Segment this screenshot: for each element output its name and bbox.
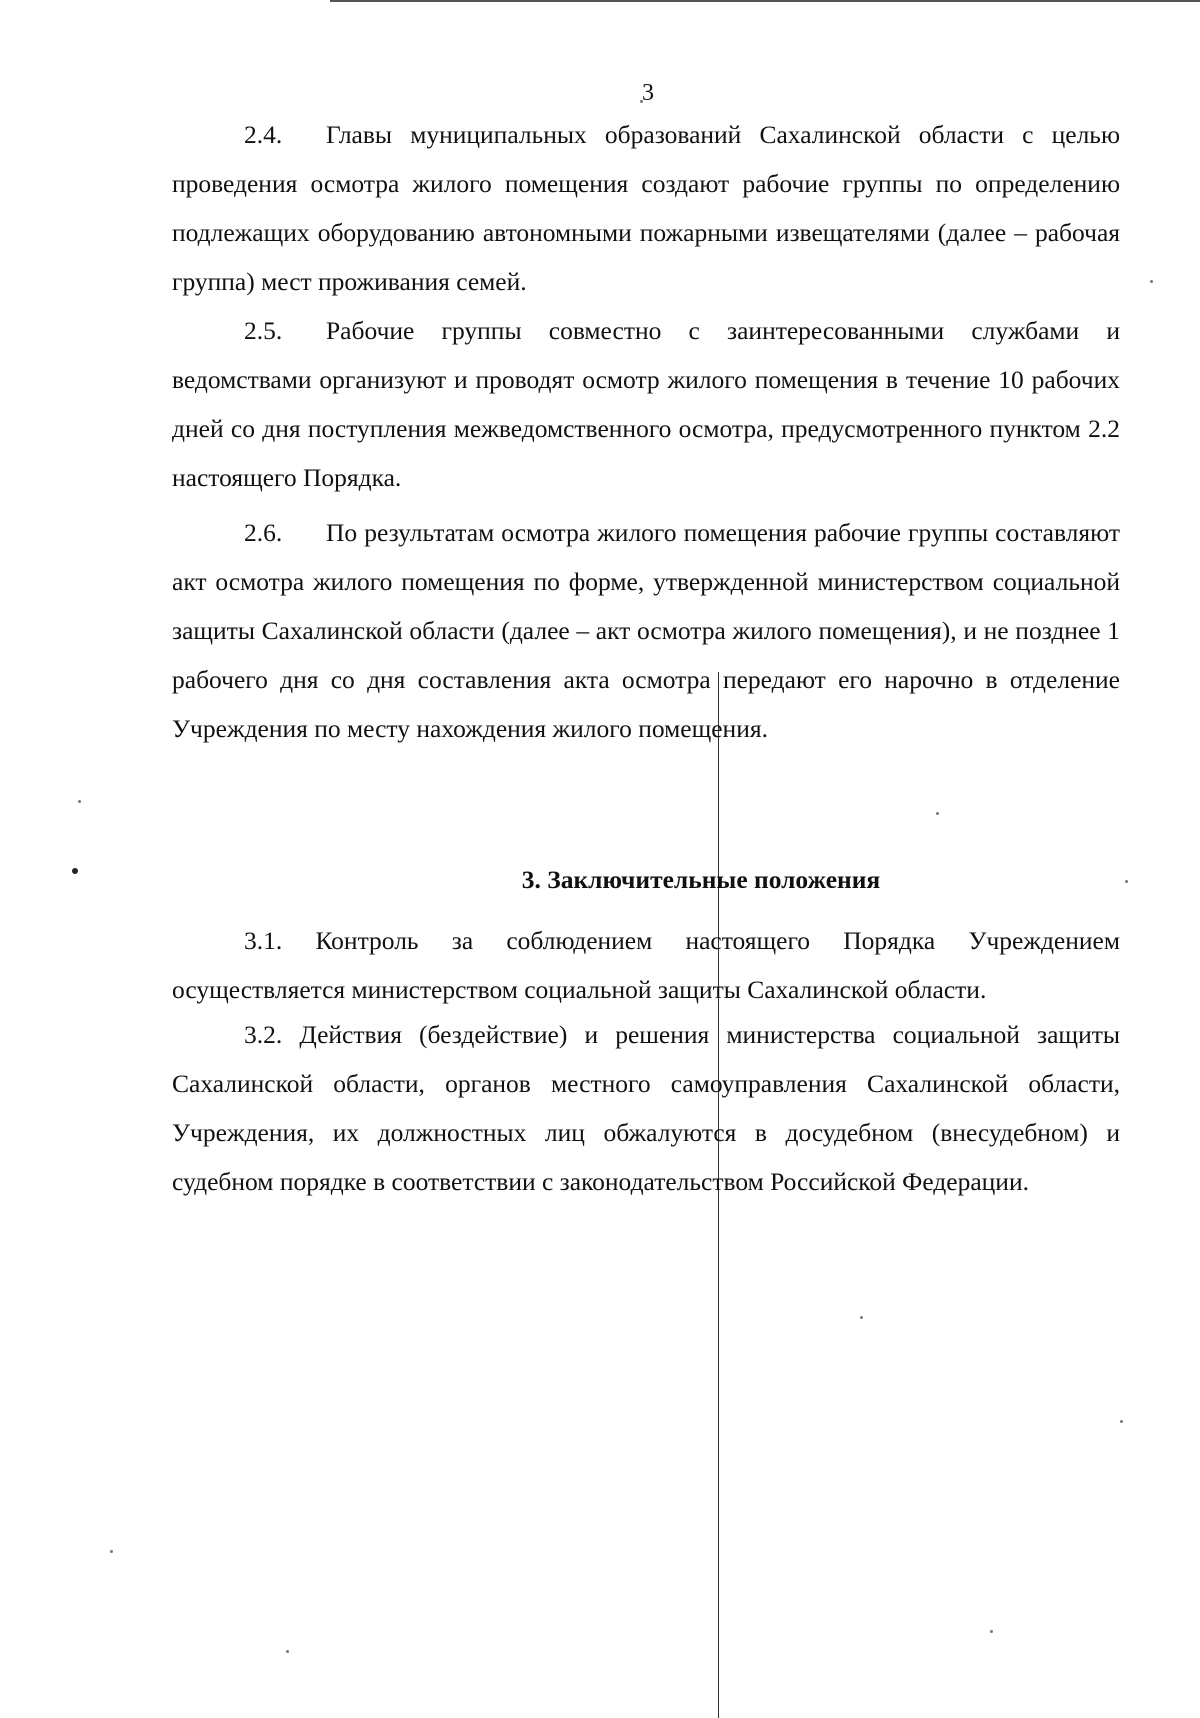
paragraph-text: Главы муниципальных образований Сахалинской области с целью проведения осмотра жилого помещения создают рабочие группы по определению подлежащих оборудованию автономными пожарными извещателями (далее – рабочая группа) мест проживания семей.	[172, 120, 1120, 296]
scan-speck	[110, 1550, 113, 1553]
paragraph-2-4	[172, 110, 1120, 306]
paragraph-3-2: 3.2. Действия (бездействие) и решения министерства социальной защиты Сахалинской области, органов местного самоуправления Сахалинской области, Учреждения, их должностных лиц обжалуются в досудебном (внесудебном) и судебном порядке в соответствии с законодательством Российской Федерации.	[172, 1020, 1120, 1196]
paragraph-number: 2.5.	[244, 316, 283, 345]
paragraph-text: По результатам осмотра жилого помещения рабочие группы составляют акт осмотра жилого помещения по форме, утвержденной министерством социальной защиты Сахалинской области (далее – акт осмотра жилого помещения), и не позднее 1 рабочего дня со дня составления акта осмотра передают его нарочно в отделение Учреждения по месту нахождения жилого помещения.	[172, 518, 1120, 743]
paragraph-text: Рабочие группы совместно с заинтересованными службами и ведомствами организуют и проводят осмотр жилого помещения в течение 10 рабочих дней со дня поступления межведомственного осмотра, предусмотренного пунктом 2.2 настоящего Порядка.	[172, 316, 1120, 492]
scan-speck	[936, 812, 939, 815]
section-heading: 3. Заключительные положения	[521, 865, 881, 894]
scan-speck	[78, 800, 81, 803]
scan-speck	[1150, 280, 1153, 283]
scan-speck	[860, 1316, 863, 1319]
scan-speck	[990, 1630, 993, 1633]
paragraph-3-1: 3.1. Контроль за соблюдением настоящего Порядка Учреждением осуществляется министерством социальной защиты Сахалинской области.	[172, 926, 1120, 1004]
paragraph-2-5	[172, 306, 1120, 502]
scan-speck	[1125, 880, 1128, 883]
scan-speck	[286, 1650, 289, 1653]
paragraph-2-6	[172, 508, 1120, 753]
paragraph-number: 2.6.	[244, 518, 283, 547]
scan-speck	[1120, 1420, 1123, 1423]
paragraph-number: 2.4.	[244, 120, 283, 149]
page-number: 3	[642, 80, 654, 106]
scan-top-edge	[330, 0, 1200, 2]
scan-speck	[72, 868, 78, 874]
